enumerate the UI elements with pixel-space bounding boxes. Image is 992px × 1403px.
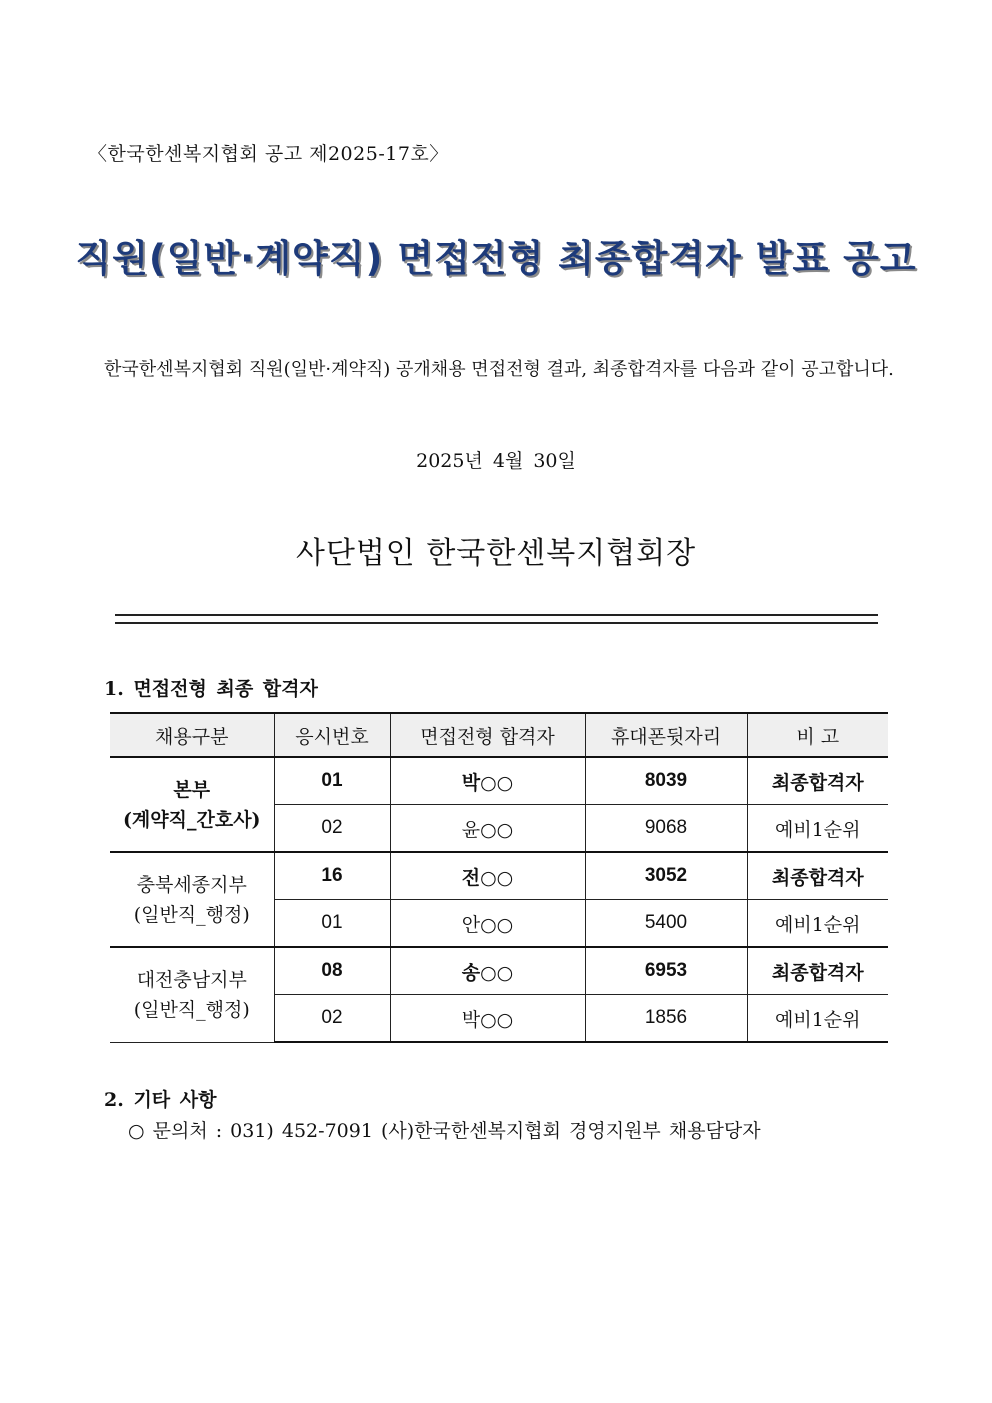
remark: 예비1순위 xyxy=(747,900,888,948)
passer-name: 박○○ xyxy=(390,757,585,805)
phone-digits: 5400 xyxy=(585,900,747,948)
applicant-number: 16 xyxy=(274,852,390,900)
table-row xyxy=(110,947,888,995)
notice-number: 〈한국한센복지협회 공고 제2025-17호〉 xyxy=(88,143,449,165)
division-line1: 대전충남지부 xyxy=(136,968,247,991)
organization-name: 사단법인 한국한센복지협회장 xyxy=(295,536,697,571)
divider-line xyxy=(115,614,878,624)
phone-digits: 1856 xyxy=(585,995,747,1043)
division-line2: (계약직_간호사) xyxy=(122,808,261,831)
header-applicant-number: 응시번호 xyxy=(274,713,390,757)
division-line2: (일반직_행정) xyxy=(133,998,250,1021)
section-2-title: 2. 기타 사항 xyxy=(104,1089,217,1111)
table-header-row xyxy=(110,713,888,757)
table-row xyxy=(110,757,888,805)
applicant-number: 02 xyxy=(274,805,390,853)
contact-info: ○ 문의처 : 031) 452-7091 (사)한국한센복지협회 경영지원부 채용담당자 xyxy=(128,1120,761,1142)
remark: 최종합격자 xyxy=(747,947,888,995)
passer-name: 전○○ xyxy=(390,852,585,900)
division-line1: 본부 xyxy=(173,778,211,801)
passer-name: 윤○○ xyxy=(390,805,585,853)
remark: 예비1순위 xyxy=(747,995,888,1043)
passer-name: 송○○ xyxy=(390,947,585,995)
remark: 최종합격자 xyxy=(747,757,888,805)
applicant-number: 01 xyxy=(274,757,390,805)
results-table xyxy=(110,712,888,1043)
remark: 예비1순위 xyxy=(747,805,888,853)
passer-name: 박○○ xyxy=(390,995,585,1043)
header-phone-last-digits: 휴대폰뒷자리 xyxy=(585,713,747,757)
phone-digits: 3052 xyxy=(585,852,747,900)
section-1-title: 1. 면접전형 최종 합격자 xyxy=(104,678,318,700)
passer-name: 안○○ xyxy=(390,900,585,948)
applicant-number: 01 xyxy=(274,900,390,948)
table-row xyxy=(110,852,888,900)
announcement-date: 2025년 4월 30일 xyxy=(416,450,576,472)
division-cell xyxy=(110,852,274,947)
intro-paragraph: 한국한센복지협회 직원(일반·계약직) 공개채용 면접전형 결과, 최종합격자를 다음과 같이 공고합니다. xyxy=(104,359,894,380)
division-cell xyxy=(110,947,274,1042)
phone-digits: 9068 xyxy=(585,805,747,853)
phone-digits: 6953 xyxy=(585,947,747,995)
header-passer: 면접전형 합격자 xyxy=(390,713,585,757)
division-cell xyxy=(110,757,274,852)
header-remarks: 비 고 xyxy=(747,713,888,757)
division-line2: (일반직_행정) xyxy=(133,903,250,926)
page-title: 직원(일반·계약직) 면접전형 최종합격자 발표 공고 xyxy=(75,237,917,280)
applicant-number: 02 xyxy=(274,995,390,1043)
applicant-number: 08 xyxy=(274,947,390,995)
phone-digits: 8039 xyxy=(585,757,747,805)
division-line1: 충북세종지부 xyxy=(136,873,247,896)
header-division: 채용구분 xyxy=(110,713,274,757)
remark: 최종합격자 xyxy=(747,852,888,900)
